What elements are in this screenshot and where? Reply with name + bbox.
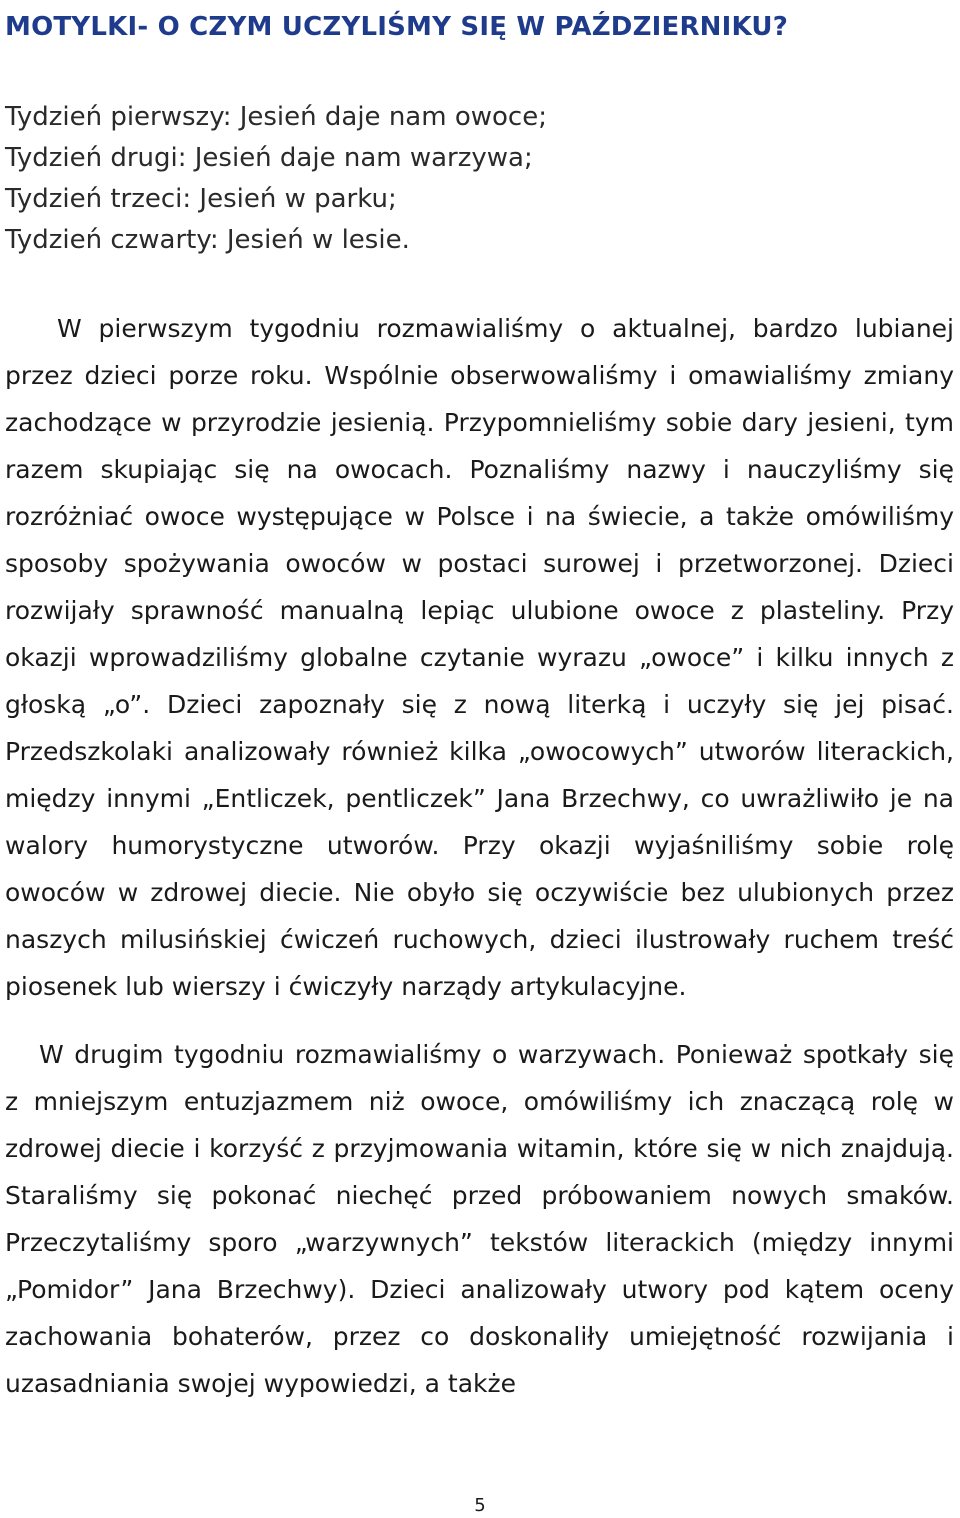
paragraph-week-one: W pierwszym tygodniu rozmawialiśmy o aktualnej, bardzo lubianej przez dzieci porze roku. Wspólnie obserwowaliśmy i omawialiśmy zmiany zachodzące w przyrodzie jesienią. Przypomnieliśmy sobie dary jesieni, tym razem skupiając się na owocach. Poznaliśmy nazwy i nauczyliśmy się rozróżniać owoce występujące w Polsce i na świecie, a także omówiliśmy sposoby spożywania owoców w postaci surowej i przetworzonej. Dzieci rozwijały sprawność manualną lepiąc ulubione owoce z plasteliny. Przy okazji wprowadziliśmy globalne czytanie wyrazu „owoce” i kilku innych z głoską „o”. Dzieci zapoznały się z nową literką i uczyły się jej pisać. Przedszkolaki analizowały również kilka „owocowych” utworów literackich, między innymi „Entliczek, pentliczek” Jana Brzechwy, co uwrażliwiło je na walory humorystyczne utworów. Przy okazji wyjaśniliśmy sobie rolę owoców w zdrowej diecie. Nie obyło się oczywiście bez ulubionych przez naszych milusińskiej ćwiczeń ruchowych, dzieci ilustrowały ruchem treść piosenek lub wierszy i ćwiczyły narządy artykulacyjne.	[5, 314, 954, 1001]
week-item-2: Tydzień drugi: Jesień daje nam warzywa;	[5, 143, 533, 173]
week-item-4: Tydzień czwarty: Jesień w lesie.	[5, 225, 410, 255]
weeks-list	[5, 97, 954, 261]
week-item-3: Tydzień trzeci: Jesień w parku;	[5, 184, 397, 214]
paragraph-week-two: W drugim tygodniu rozmawialiśmy o warzywach. Ponieważ spotkały się z mniejszym entuzjazmem niż owoce, omówiliśmy ich znaczącą rolę w zdrowej diecie i korzyść z przyjmowania witamin, które się w nich znajdują. Staraliśmy się pokonać niechęć przed próbowaniem nowych smaków. Przeczytaliśmy sporo „warzywnych” tekstów literackich (między innymi „Pomidor” Jana Brzechwy). Dzieci analizowały utwory pod kątem oceny zachowania bohaterów, przez co doskonaliły umiejętność rozwijania i uzasadniania swojej wypowiedzi, a także	[5, 1040, 954, 1398]
page-number: 5	[474, 1495, 486, 1516]
week-item-1: Tydzień pierwszy: Jesień daje nam owoce;	[5, 102, 547, 132]
page-title: MOTYLKI- O CZYM UCZYLIŚMY SIĘ W PAŹDZIERNIKU?	[5, 12, 788, 42]
